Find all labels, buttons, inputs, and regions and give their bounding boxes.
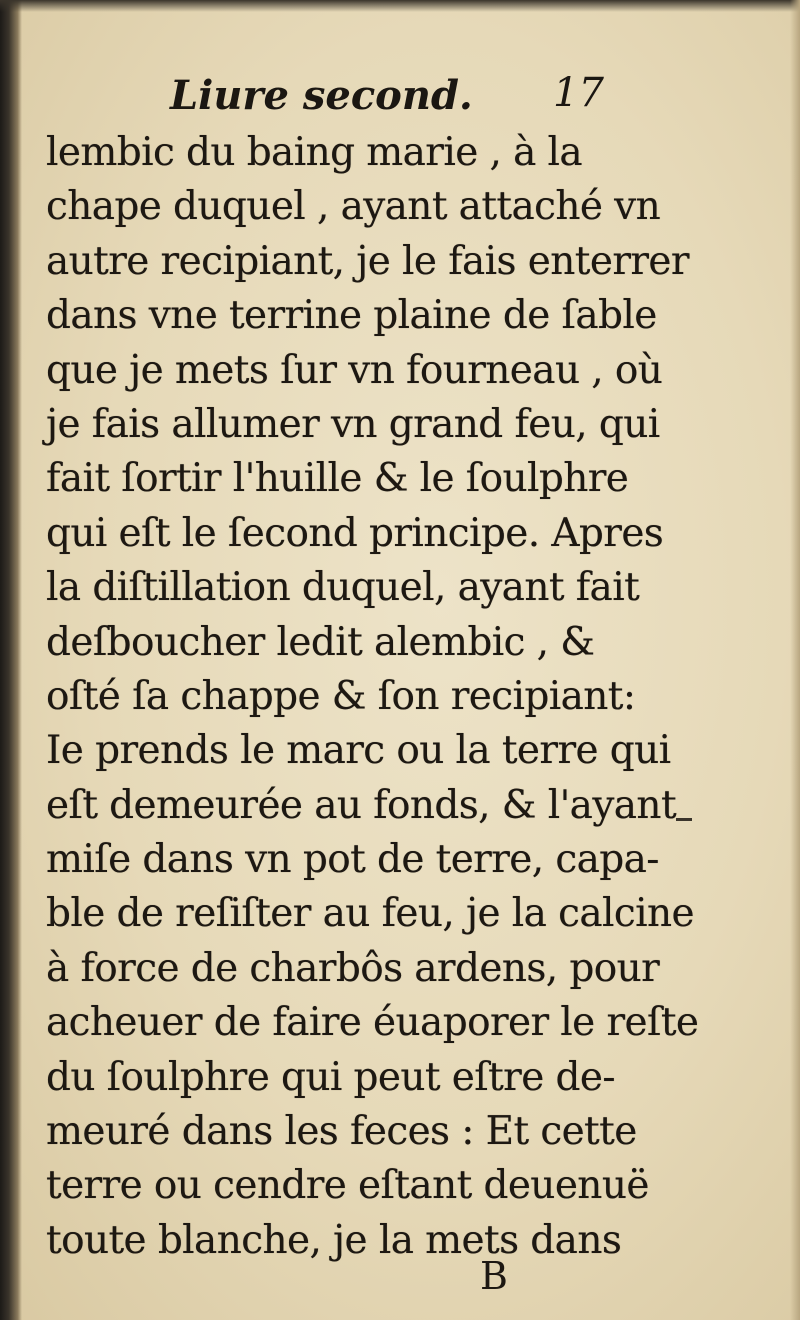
text-line: du ſoulphre qui peut eſtre de- xyxy=(46,1054,615,1100)
binding-gutter xyxy=(0,0,22,1320)
text-line: deſboucher ledit alembic , & xyxy=(46,619,595,665)
text-line: autre recipiant, je le fais enterrer xyxy=(46,238,689,284)
top-edge-shadow xyxy=(0,0,800,12)
text-line: terre ou cendre eſtant deuenuë xyxy=(46,1163,649,1209)
running-head: Liure second. xyxy=(170,72,473,119)
text-line: Ie prends le marc ou la terre qui xyxy=(46,728,671,774)
text-line: miſe dans vn pot de terre, capa- xyxy=(46,837,659,883)
right-page-edge xyxy=(790,0,800,1320)
text-line: que je mets ſur vn fourneau , où xyxy=(46,347,663,393)
text-line: acheuer de faire éuaporer le reſte xyxy=(46,1000,699,1046)
body-text xyxy=(46,126,699,1268)
text-line: qui eſt le ſecond principe. Apres xyxy=(46,510,664,556)
text-line: chape duquel , ayant attaché vn xyxy=(46,184,661,230)
text-line: fait ſortir l'huille & le ſoulphre xyxy=(46,456,629,502)
text-line: la diſtillation duquel, ayant fait xyxy=(46,565,640,611)
text-line: je fais allumer vn grand feu, qui xyxy=(46,401,660,447)
text-line: lembic du baing marie , à la xyxy=(46,130,583,175)
text-line: à force de charbôs ardens, pour xyxy=(46,945,660,991)
text-line: meuré dans les feces : Et cette xyxy=(46,1109,637,1155)
signature-mark: B xyxy=(480,1254,508,1298)
text-line: eſt demeurée au fonds, & l'ayant xyxy=(46,782,677,828)
text-line: dans vne terrine plaine de ſable xyxy=(46,293,657,339)
margin-dash xyxy=(676,818,692,821)
text-line: ble de reſiſter au feu, je la calcine xyxy=(46,891,694,937)
page-number: 17 xyxy=(553,70,604,116)
text-line: oſté ſa chappe & ſon recipiant: xyxy=(46,673,636,719)
text-line: toute blanche, je la mets dans xyxy=(46,1217,622,1263)
